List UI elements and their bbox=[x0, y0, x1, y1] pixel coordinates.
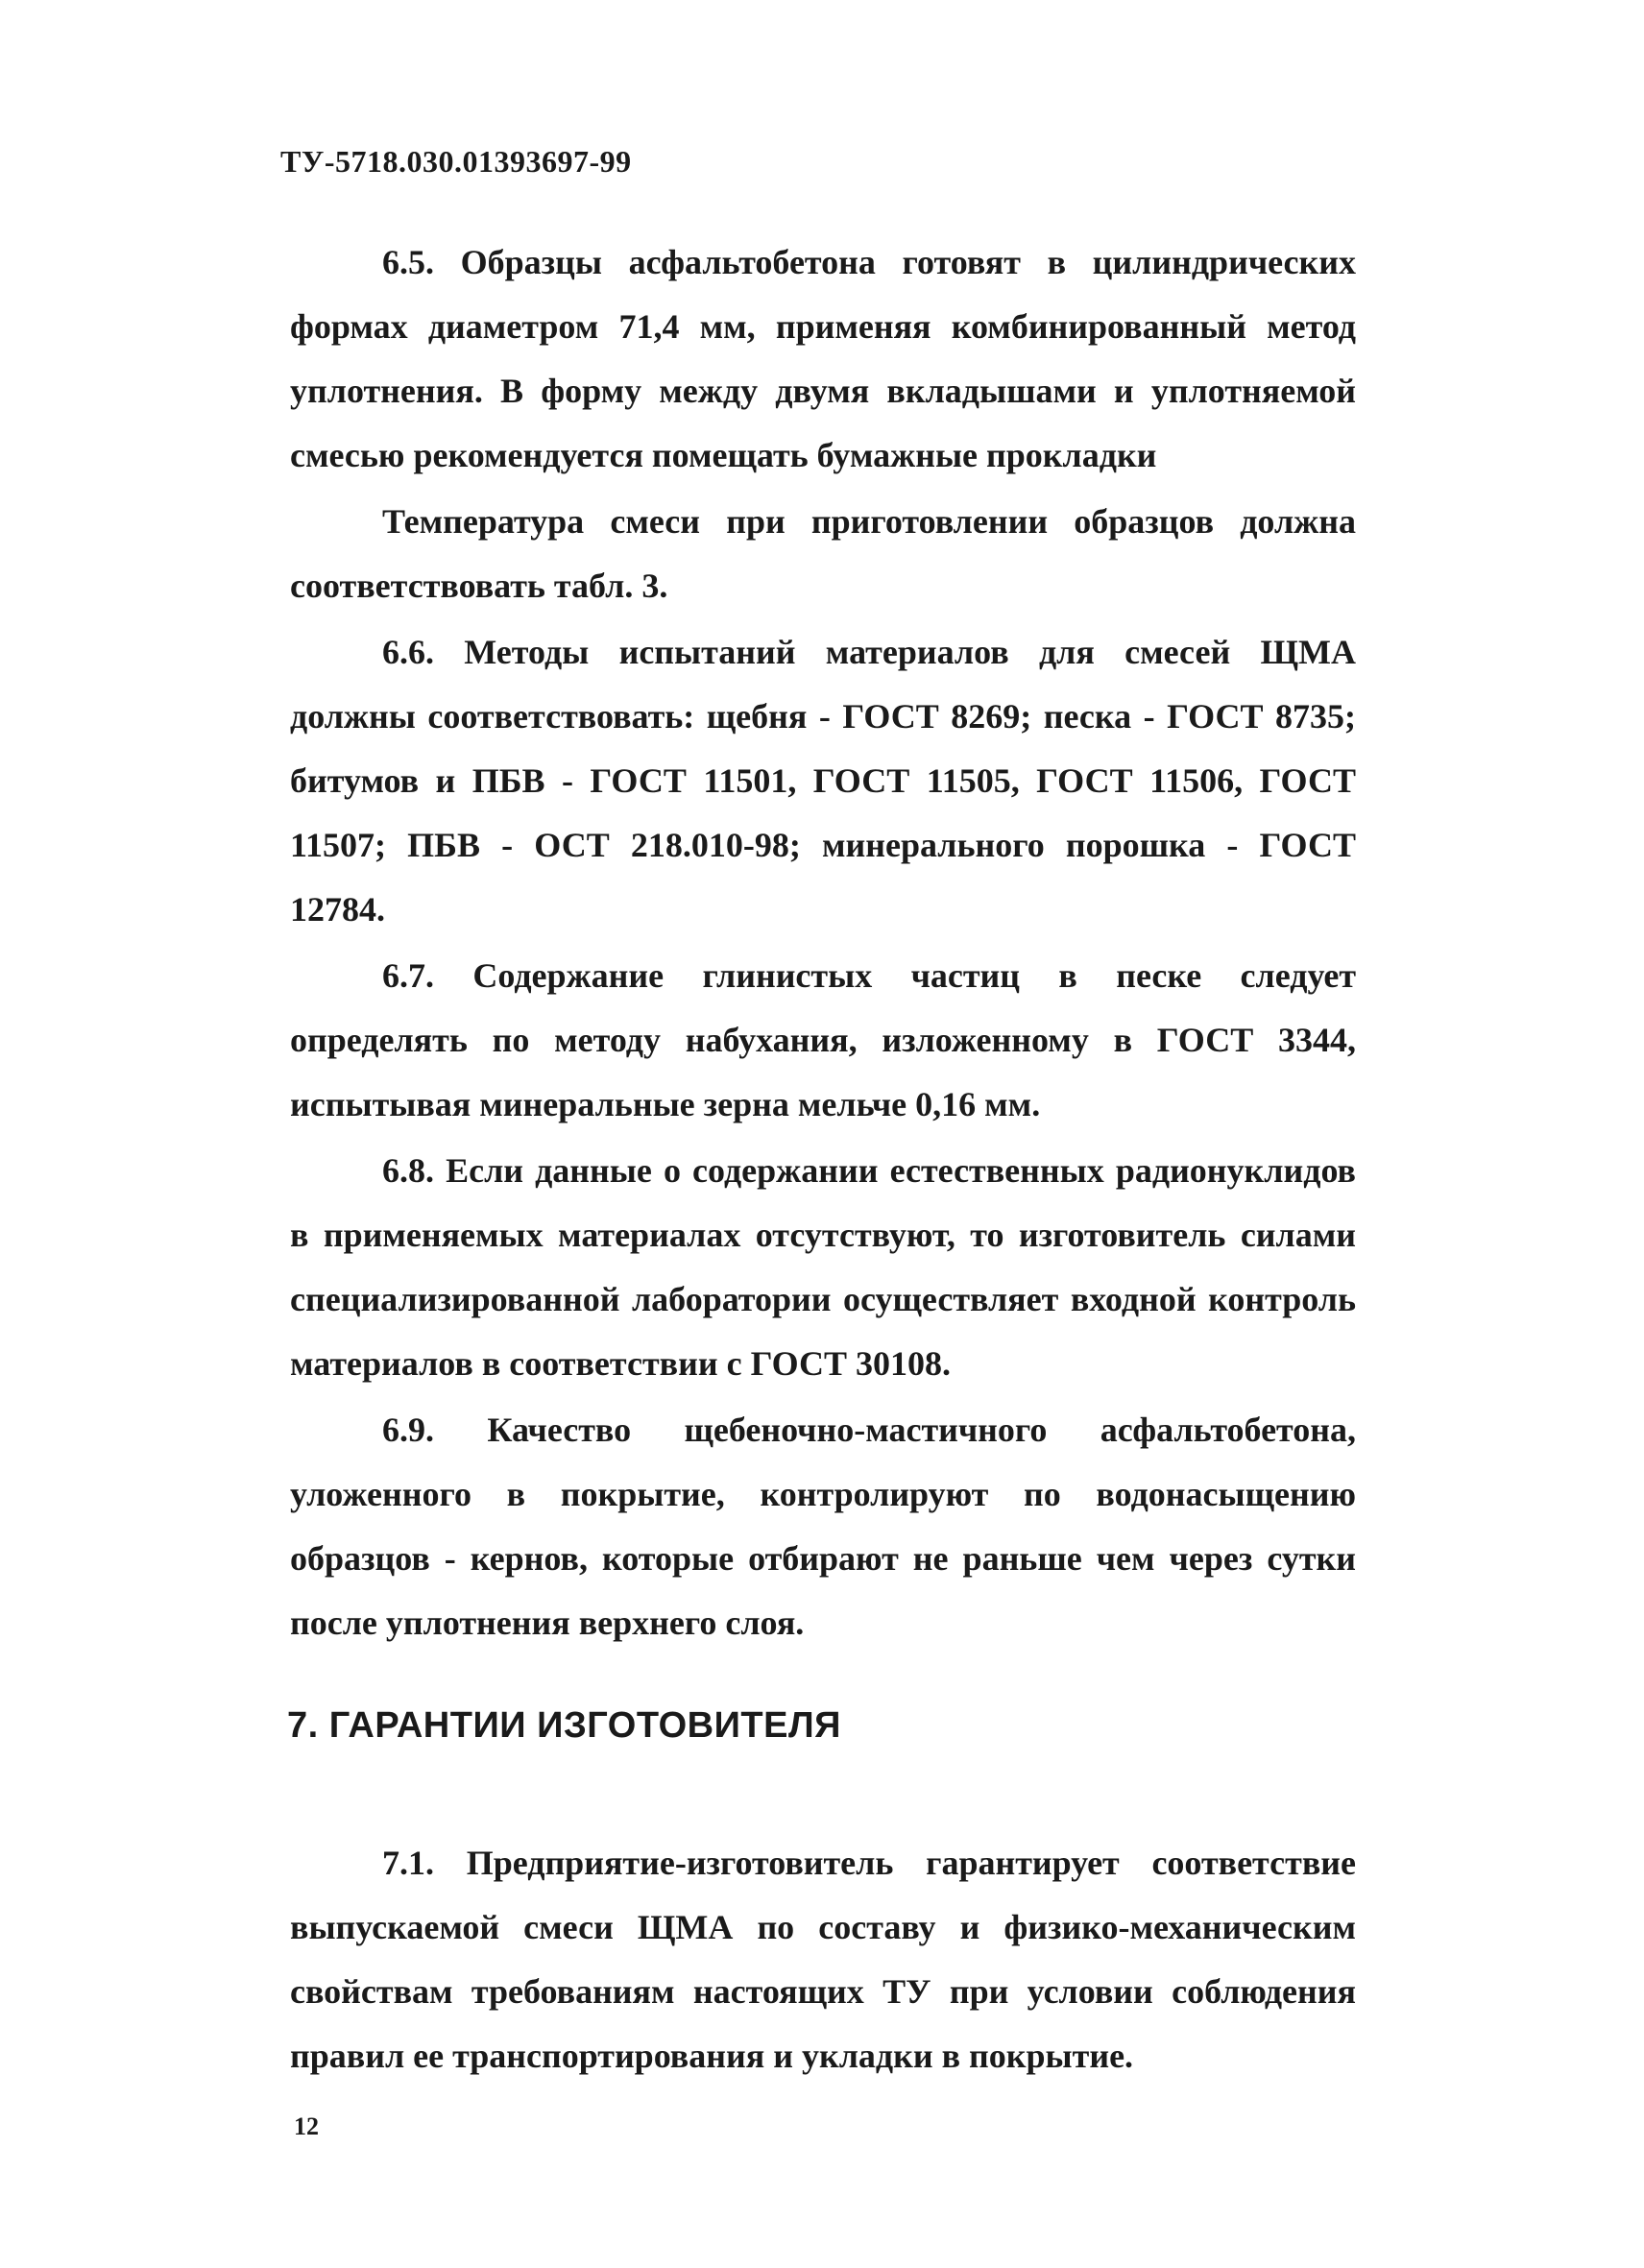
paragraph-6-7: 6.7. Содержание глинистых частиц в песке следует определять по методу набухания, изложенному в ГОСТ 3344, испытывая минеральные зерна мельче 0,16 мм. bbox=[290, 956, 1356, 1123]
paragraph-6-9: 6.9. Качество щебеночно-мастичного асфальтобетона, уложенного в покрытие, контролируют по водонасыщению образцов - кернов, которые отбирают не раньше чем через сутки после уплотнения верхнего слоя. bbox=[290, 1411, 1356, 1642]
paragraph-6-5: 6.5. Образцы асфальтобетона готовят в цилиндрических формах диаметром 71,4 мм, применяя комбинированный метод уплотнения. В форму между двумя вкладышами и уплотняемой смесью рекомендуется помещать бумажные прокладки bbox=[290, 243, 1356, 474]
document-code-header: ТУ-5718.030.01393697-99 bbox=[280, 144, 632, 179]
page-number: 12 bbox=[294, 2112, 319, 2140]
paragraph-7-1: 7.1. Предприятие-изготовитель гарантирует соответствие выпускаемой смеси ЩМА по составу и физико-механическим свойствам требованиям настоящих ТУ при условии соблюдения правил ее транспортирования и укладки в покрытие. bbox=[290, 1844, 1356, 2075]
paragraph-6-5-temperature: Температура смеси при приготовлении образцов должна соответствовать табл. 3. bbox=[290, 502, 1356, 605]
section-7-heading: 7. ГАРАНТИИ ИЗГОТОВИТЕЛЯ bbox=[287, 1705, 841, 1746]
page-body bbox=[287, 230, 1356, 2090]
paragraph-6-6: 6.6. Методы испытаний материалов для смесей ЩМА должны соответствовать: щебня - ГОСТ 8269; песка - ГОСТ 8735; битумов и ПБВ - ГОСТ 11501, ГОСТ 11505, ГОСТ 11506, ГОСТ 11507; ПБВ - ОСТ 218.010-98; минерального порошка - ГОСТ 12784. bbox=[290, 633, 1356, 929]
paragraph-6-8: 6.8. Если данные о содержании естественных радионуклидов в применяемых материалах отсутствуют, то изготовитель силами специализированной лаборатории осуществляет входной контроль материалов в соответствии с ГОСТ 30108. bbox=[290, 1151, 1356, 1383]
